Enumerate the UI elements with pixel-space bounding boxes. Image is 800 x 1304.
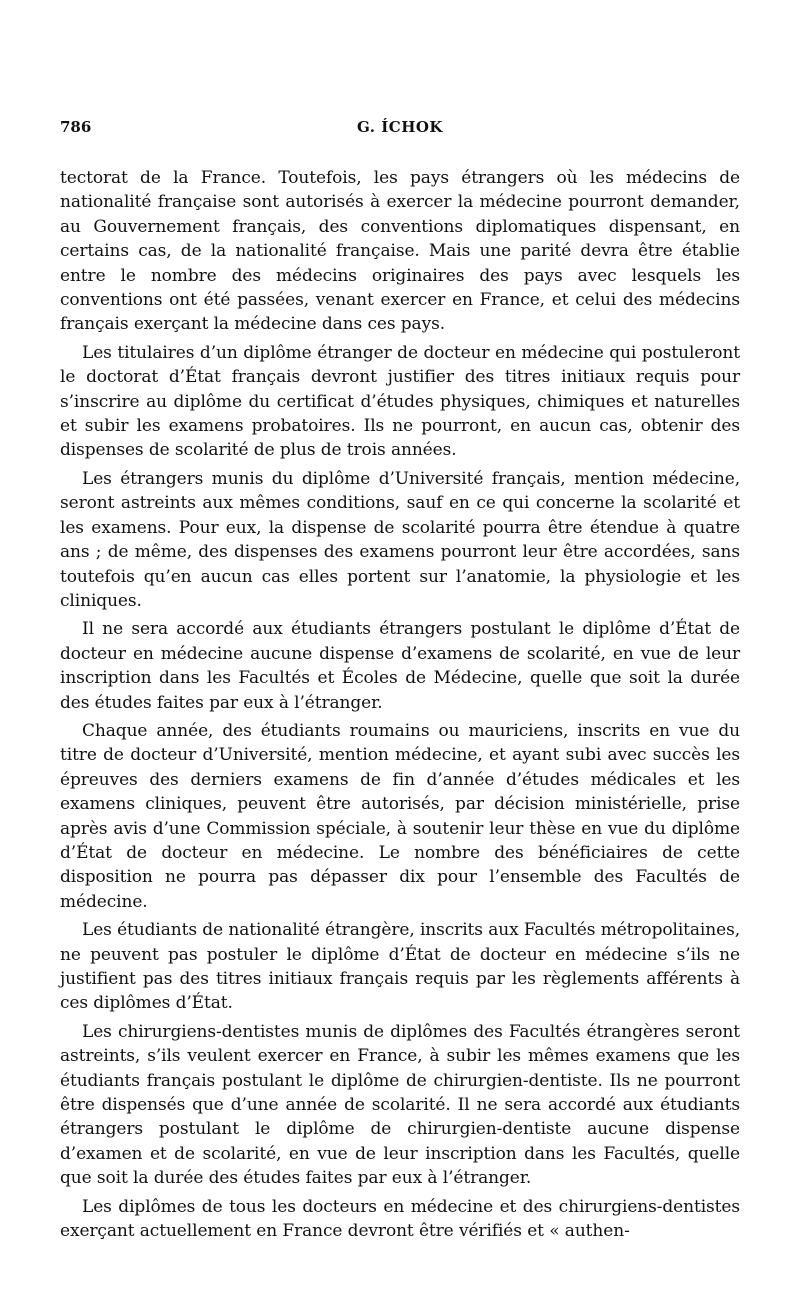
paragraph-8: Les diplômes de tous les docteurs en médecine et des chirurgiens-dentistes exerçant actuellement en France devront être vérifiés et « authen- <box>60 1196 740 1242</box>
running-head <box>60 118 740 144</box>
paragraph-1: tectorat de la France. Toutefois, les pays étrangers où les médecins de nationalité française sont autorisés à exercer la médecine pourront demander, au Gouvernement français, des conventions diplomatiques dispensant, en certains cas, de la nationalité française. Mais une parité devra être établie entre le nombre des médecins originaires des pays avec lesquels les conventions ont été passées, venant exercer en France, et celui des médecins français exerçant la médecine dans ces pays. <box>60 168 740 335</box>
paragraph-2: Les titulaires d’un diplôme étranger de docteur en médecine qui postuleront le doctorat d’État français devront justifier des titres initiaux requis pour s’inscrire au diplôme du certificat d’études physiques, chimiques et naturelles et subir les examens probatoires. Ils ne pourront, en aucun cas, obtenir des dispenses de scolarité de plus de trois années. <box>60 342 740 461</box>
paragraph-7: Les chirurgiens-dentistes munis de diplômes des Facultés étrangères seront astreints, s’ils veulent exercer en France, à subir les mêmes examens que les étudiants français postulant le diplôme de chirurgien-dentiste. Ils ne pourront être dispensés que d’une année de scolarité. Il ne sera accordé aux étudiants étrangers postulant le diplôme de chirurgien-dentiste aucune dispense d’examen et de scolarité, en vue de leur inscription dans les Facultés, quelle que soit la durée des études faites par eux à l’étranger. <box>60 1021 740 1189</box>
paragraph-6: Les étudiants de nationalité étrangère, inscrits aux Facultés métropolitaines, ne peuvent pas postuler le diplôme d’État de docteur en médecine s’ils ne justifient pas des titres initiaux français requis par les règlements afférents à ces diplômes d’État. <box>60 920 740 1014</box>
page-number: 786 <box>60 118 92 136</box>
body-text <box>60 166 740 1243</box>
author-name: G. ÍCHOK <box>357 118 443 136</box>
paragraph-4: Il ne sera accordé aux étudiants étrangers postulant le diplôme d’État de docteur en médecine aucune dispense d’examens de scolarité, en vue de leur inscription dans les Facultés et Écoles de Médecine, quelle que soit la durée des études faites par eux à l’étranger. <box>60 619 740 713</box>
paragraph-3: Les étrangers munis du diplôme d’Université français, mention médecine, seront astreints aux mêmes conditions, sauf en ce qui concerne la scolarité et les examens. Pour eux, la dispense de scolarité pourra être étendue à quatre ans ; de même, des dispenses des examens pourront leur être accordées, sans toutefois qu’en aucun cas elles portent sur l’anatomie, la physiologie et les cliniques. <box>60 468 740 611</box>
paragraph-5: Chaque année, des étudiants roumains ou mauriciens, inscrits en vue du titre de docteur d’Université, mention médecine, et ayant subi avec succès les épreuves des derniers examens de fin d’année d’études médicales et les examens cliniques, peuvent être autorisés, par décision ministérielle, prise après avis d’une Commission spéciale, à soutenir leur thèse en vue du diplôme d’État de docteur en médecine. Le nombre des bénéficiaires de cette disposition ne pourra pas dépasser dix pour l’ensemble des Facultés de médecine. <box>60 720 740 912</box>
